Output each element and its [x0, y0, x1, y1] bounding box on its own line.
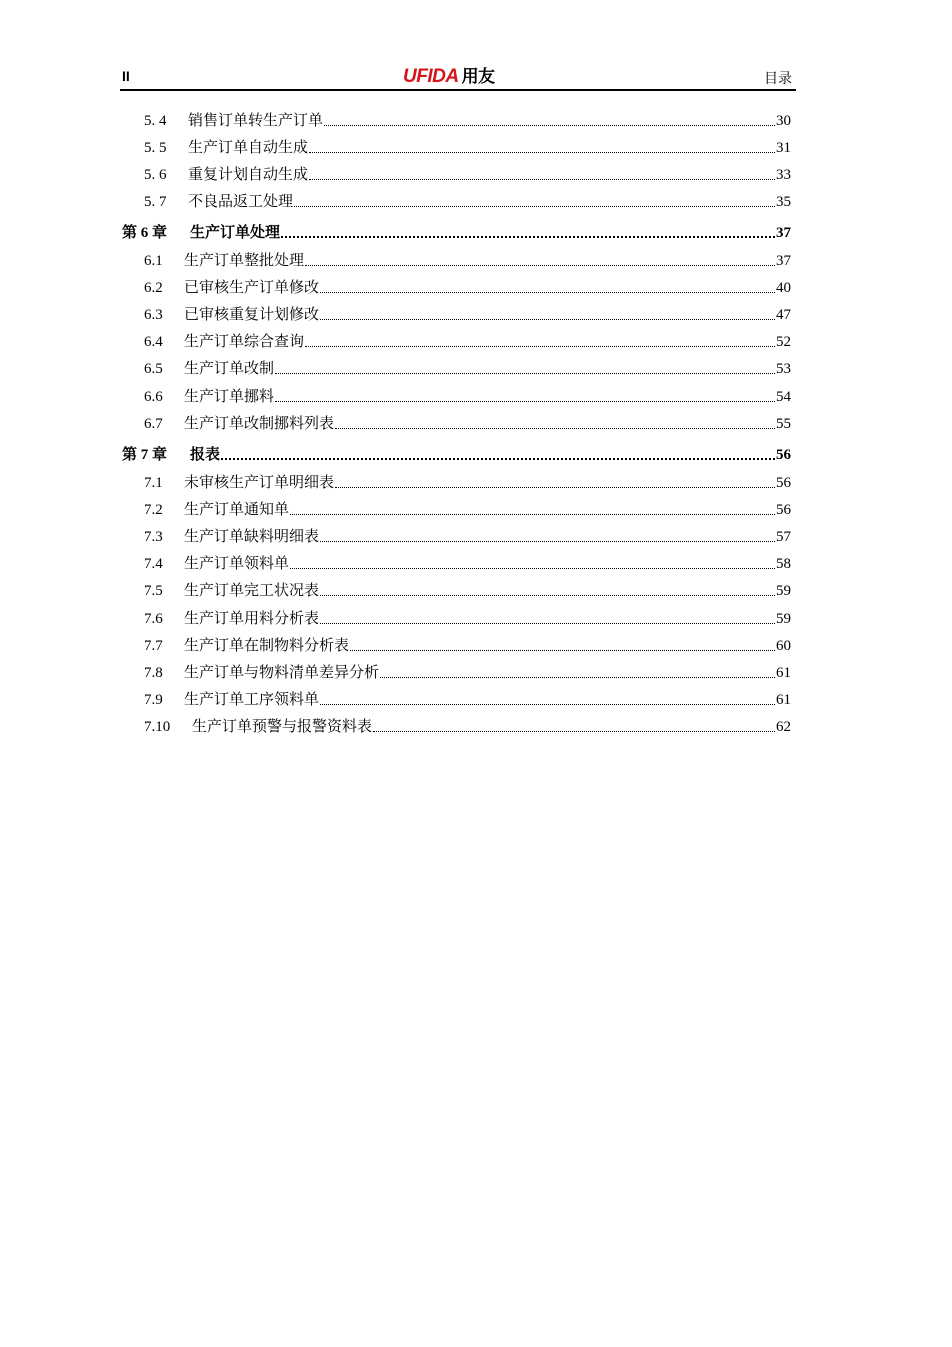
toc-entry-title: 生产订单工序领料单 — [184, 690, 320, 708]
toc-entry-page: 58 — [776, 556, 791, 572]
toc-entry-page: 37 — [776, 253, 791, 269]
toc-dot-leader — [320, 704, 775, 705]
toc-entry-title: 生产订单缺料明细表 — [184, 527, 320, 545]
toc-entry-title: 生产订单自动生成 — [188, 138, 309, 156]
toc-entry-number: 7.10 — [144, 719, 171, 735]
toc-chapter-entry[interactable] — [120, 444, 791, 464]
toc-entry-number: 7.4 — [144, 556, 163, 572]
toc-entry-title: 生产订单通知单 — [184, 500, 290, 518]
toc-entry-title: 销售订单转生产订单 — [188, 111, 324, 129]
toc-section-entry[interactable] — [120, 526, 791, 546]
page-number: II — [122, 68, 130, 84]
toc-dot-leader — [335, 428, 775, 429]
toc-entry-title: 生产订单改制挪料列表 — [184, 414, 335, 432]
toc-entry-number: 6.1 — [144, 253, 163, 269]
toc-dot-leader — [320, 292, 775, 293]
toc-entry-title: 不良品返工处理 — [188, 192, 294, 210]
section-title: 目录 — [764, 71, 792, 87]
toc-entry-page: 33 — [776, 167, 791, 183]
toc-dot-leader — [320, 595, 775, 596]
toc-entry-number: 7.6 — [144, 611, 163, 627]
toc-entry-page: 59 — [776, 583, 791, 599]
toc-entry-number: 5. 4 — [144, 113, 167, 129]
toc-section-entry[interactable] — [120, 716, 791, 736]
toc-entry-page: 40 — [776, 280, 791, 296]
toc-section-entry[interactable] — [120, 472, 791, 492]
toc-entry-number: 第 6 章 — [122, 225, 168, 241]
toc-entry-number: 5. 7 — [144, 194, 167, 210]
toc-entry-page: 56 — [776, 475, 791, 491]
toc-dot-leader — [275, 373, 775, 374]
toc-dot-leader — [350, 650, 775, 651]
toc-section-entry[interactable] — [120, 499, 791, 519]
toc-entry-title: 已审核生产订单修改 — [184, 278, 320, 296]
toc-dot-leader — [324, 125, 775, 126]
toc-section-entry[interactable] — [120, 635, 791, 655]
toc-entry-page: 60 — [776, 638, 791, 654]
toc-entry-number: 7.9 — [144, 692, 163, 708]
toc-entry-page: 61 — [776, 692, 791, 708]
toc-entry-page: 53 — [776, 361, 791, 377]
toc-entry-number: 6.7 — [144, 416, 163, 432]
toc-section-entry[interactable] — [120, 110, 791, 130]
toc-entry-number: 6.2 — [144, 280, 163, 296]
toc-section-entry[interactable] — [120, 689, 791, 709]
toc-entry-number: 7.8 — [144, 665, 163, 681]
toc-dot-leader — [294, 206, 775, 207]
toc-dot-leader — [380, 677, 775, 678]
toc-entry-title: 生产订单预警与报警资料表 — [192, 717, 373, 735]
toc-entry-number: 6.4 — [144, 334, 163, 350]
toc-entry-number: 6.6 — [144, 389, 163, 405]
toc-dot-leader — [335, 487, 775, 488]
toc-dot-leader — [309, 179, 775, 180]
toc-entry-page: 31 — [776, 140, 791, 156]
toc-entry-page: 52 — [776, 334, 791, 350]
toc-entry-number: 7.1 — [144, 475, 163, 491]
ufida-logo — [403, 62, 495, 88]
toc-entry-page: 61 — [776, 665, 791, 681]
toc-section-entry[interactable] — [120, 358, 791, 378]
toc-dot-leader — [320, 319, 775, 320]
toc-section-entry[interactable] — [120, 580, 791, 600]
toc-entry-page: 47 — [776, 307, 791, 323]
toc-section-entry[interactable] — [120, 662, 791, 682]
toc-entry-page: 56 — [776, 447, 791, 463]
toc-entry-page: 57 — [776, 529, 791, 545]
toc-entry-number: 5. 6 — [144, 167, 167, 183]
toc-entry-page: 37 — [776, 225, 791, 241]
toc-dot-leader — [305, 265, 775, 266]
toc-dot-leader — [320, 623, 775, 624]
toc-dot-leader — [373, 731, 775, 732]
toc-entry-title: 生产订单领料单 — [184, 554, 290, 572]
toc-entry-title: 生产订单与物料清单差异分析 — [184, 663, 380, 681]
toc-entry-number: 7.5 — [144, 583, 163, 599]
toc-dot-leader — [309, 152, 775, 153]
toc-dot-leader — [290, 568, 775, 569]
toc-entry-page: 59 — [776, 611, 791, 627]
toc-dot-leader — [305, 346, 775, 347]
logo-chinese: 用友 — [461, 67, 495, 86]
toc-entry-page: 35 — [776, 194, 791, 210]
toc-section-entry[interactable] — [120, 608, 791, 628]
toc-section-entry[interactable] — [120, 250, 791, 270]
toc-entry-title: 生产订单整批处理 — [184, 251, 305, 269]
toc-section-entry[interactable] — [120, 277, 791, 297]
toc-entry-number: 7.3 — [144, 529, 163, 545]
toc-entry-number: 7.7 — [144, 638, 163, 654]
toc-entry-number: 6.3 — [144, 307, 163, 323]
toc-entry-number: 第 7 章 — [122, 447, 168, 463]
toc-entry-page: 56 — [776, 502, 791, 518]
toc-section-entry[interactable] — [120, 413, 791, 433]
toc-entry-page: 54 — [776, 389, 791, 405]
toc-section-entry[interactable] — [120, 137, 791, 157]
toc-section-entry[interactable] — [120, 331, 791, 351]
toc-entry-number: 5. 5 — [144, 140, 167, 156]
toc-section-entry[interactable] — [120, 164, 791, 184]
toc-section-entry[interactable] — [120, 553, 791, 573]
toc-entry-title: 生产订单完工状况表 — [184, 581, 320, 599]
toc-entry-page: 30 — [776, 113, 791, 129]
toc-section-entry[interactable] — [120, 386, 791, 406]
toc-dot-leader — [281, 236, 775, 238]
toc-entry-title: 已审核重复计划修改 — [184, 305, 320, 323]
toc-entry-number: 6.5 — [144, 361, 163, 377]
toc-entry-title: 生产订单在制物料分析表 — [184, 636, 350, 654]
toc-entry-title: 生产订单改制 — [184, 359, 275, 377]
toc-entry-number: 7.2 — [144, 502, 163, 518]
toc-entry-title: 报表 — [190, 445, 221, 463]
toc-section-entry[interactable] — [120, 304, 791, 324]
toc-dot-leader — [290, 514, 775, 515]
toc-section-entry[interactable] — [120, 191, 791, 211]
toc-dot-leader — [320, 541, 775, 542]
page-header — [120, 62, 796, 91]
toc-entry-title: 重复计划自动生成 — [188, 165, 309, 183]
toc-entry-title: 生产订单挪料 — [184, 387, 275, 405]
logo-brand: UFIDA — [403, 66, 459, 87]
toc-entry-title: 生产订单综合查询 — [184, 332, 305, 350]
toc-dot-leader — [275, 401, 775, 402]
toc-entry-page: 62 — [776, 719, 791, 735]
toc-entry-page: 55 — [776, 416, 791, 432]
toc-entry-title: 未审核生产订单明细表 — [184, 473, 335, 491]
toc-entry-title: 生产订单用料分析表 — [184, 609, 320, 627]
toc-chapter-entry[interactable] — [120, 222, 791, 242]
toc-entry-title: 生产订单处理 — [190, 223, 281, 241]
toc-dot-leader — [221, 458, 775, 460]
